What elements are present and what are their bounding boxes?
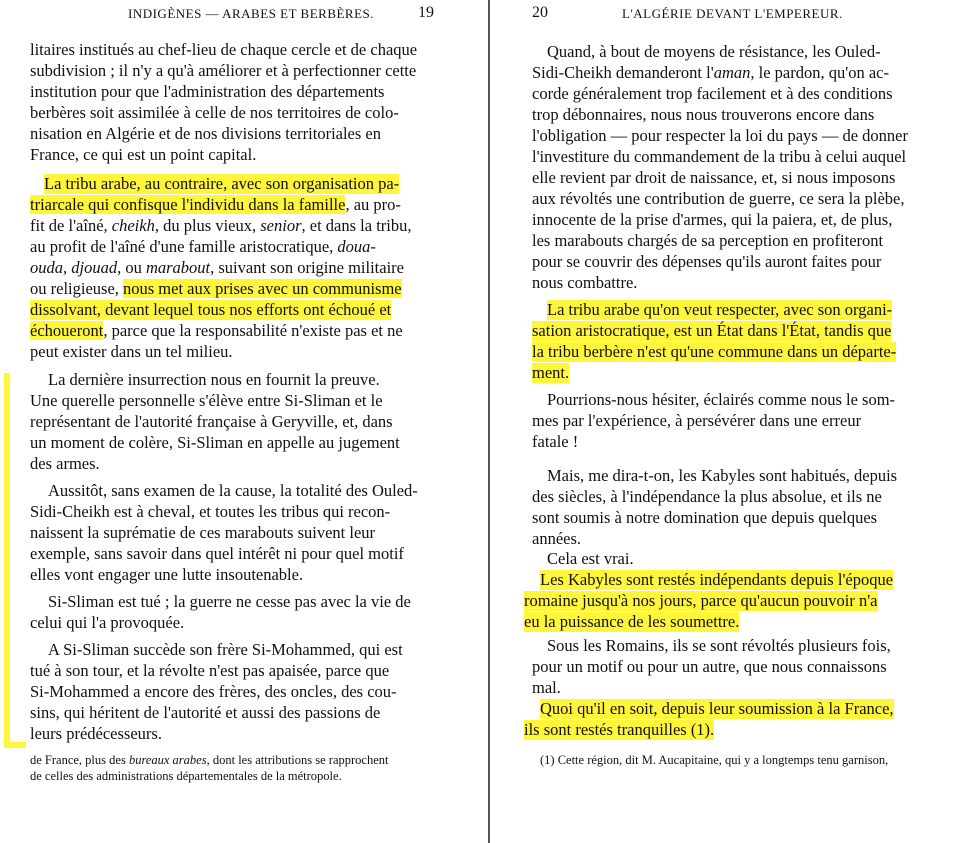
highlighted-line: ment. [532,363,570,382]
text-line: corde généralement trop facilement et à des conditions [532,84,893,103]
left-page-number: 19 [418,4,434,21]
text-line: nisation en Algérie et de nos divisions territoriales en [30,124,382,143]
highlighted-line: La tribu arabe qu'on veut respecter, avec son organi- [547,300,893,319]
highlighted-line: ils sont restés tranquilles (1). [524,720,715,739]
highlighted-line: sation aristocratique, est un État dans l'État, tandis que [532,321,892,340]
text-line: naissent la suprématie de ces marabouts suivent leur [30,523,376,542]
footnote-line: (1) Cette région, dit M. Aucapitaine, qui y a longtemps tenu garnison, [540,753,889,767]
text-line: elles vont engager une lutte insoutenable. [30,565,304,584]
highlighted-span: triarcale qui confisque l'individu dans la famille [30,195,346,214]
page-divider [488,0,490,843]
highlighted-line: dissolvant, devant lequel tous nos efforts ont échoué et [30,300,392,319]
text-line: La dernière insurrection nous en fournit la preuve. [48,370,380,389]
text-line: peut exister dans un tel milieu. [30,342,233,361]
text-line: fatale ! [532,432,579,451]
text-line: nous combattre. [532,273,638,292]
highlighted-line: La tribu arabe, au contraire, avec son organisation pa- [44,174,400,193]
text-line: échoueront, parce que la responsabilité n'existe pas et ne [30,321,403,340]
text-line: Aussitôt, sans examen de la cause, la totalité des Ouled- [48,481,418,500]
highlighted-line: romaine jusqu'à nos jours, parce qu'aucun pouvoir n'a [524,591,878,610]
margin-highlight-bar [4,373,10,748]
text-line: elle revient par droit de naissance, et, si nous imposons [532,168,896,187]
left-running-header: INDIGÈNES — ARABES ET BERBÈRES. [128,6,375,21]
text-line: l'investiture du commandement de la tribu à celui auquel [532,147,907,166]
highlighted-line: Les Kabyles sont restés indépendants depuis l'époque [540,570,894,589]
text-line: Sidi-Cheikh demanderont l'aman, le pardon, qu'on ac- [532,63,889,82]
text-line: exemple, sans savoir dans quel intérêt ni pour quel motif [30,544,404,563]
footnote-line: de France, plus des bureaux arabes, dont les attributions se rapprochent [30,753,389,767]
text-line: innocente de la prise d'armes, qui la paiera, et, de plus, [532,210,893,229]
text-line: institution pour que l'administration des départements [30,82,385,101]
text-line: pour un motif ou pour un autre, que nous connaissons [532,657,887,676]
text-line: années. [532,529,582,548]
text-line: leurs prédécesseurs. [30,724,162,743]
text-line: Pourrions-nous hésiter, éclairés comme nous le som- [547,390,896,409]
text-line: Sidi-Cheikh est à cheval, et toutes les tribus qui recon- [30,502,391,521]
text-line: sont soumis à notre domination que depuis quelques [532,508,878,527]
text-line: pour se couvrir des dépenses qu'ils auront faites pour [532,252,882,271]
text-line: représentant de l'autorité française à Geryville, et, dans [30,412,393,431]
text-line: Cela est vrai. [547,549,634,568]
text-line: Sous les Romains, ils se sont révoltés plusieurs fois, [547,636,891,655]
text-line: tué à son tour, et la révolte n'est pas apaisée, parce que [30,661,390,680]
text-line: France, ce qui est un point capital. [30,145,257,164]
text-line: mal. [532,678,561,697]
text-line: trop débonnaires, nous nous trouverons encore dans [532,105,875,124]
margin-highlight-foot [4,742,26,748]
text-line: berbères soit assimilée à celle de nos territoires de colo- [30,103,399,122]
text-line: mes par l'expérience, à persévérer dans une erreur [532,411,862,430]
text-line: aux révoltés une contribution de guerre, ce sera la plèbe, [532,189,905,208]
text-line: Si-Mohammed a encore des frères, des oncles, des cou- [30,682,397,701]
highlighted-line: la tribu berbère n'est qu'une commune dans un départe- [532,342,897,361]
text-line: des siècles, à l'indépendance la plus absolue, et ils ne [532,487,882,506]
text-line: celui qui l'a provoquée. [30,613,185,632]
text-line: Une querelle personnelle s'élève entre Si-Sliman et le [30,391,383,410]
right-page-number: 20 [532,4,548,21]
text-line: A Si-Sliman succède son frère Si-Mohammed, qui est [48,640,403,659]
text-line: ou religieuse, nous met aux prises avec un communisme [30,279,402,298]
highlighted-span: échoueront [30,321,104,340]
text-line: ouda, djouad, ou marabout, suivant son origine militaire [30,258,404,277]
text-line: subdivision ; il n'y a qu'à améliorer et à perfectionner cette [30,61,417,80]
text-line: au profit de l'aîné d'une famille aristocratique, doua- [30,237,376,256]
highlighted-span: nous met aux prises avec un communisme [123,279,402,298]
highlighted-line: eu la puissance de les soumettre. [524,612,740,631]
right-running-header: L'ALGÉRIE DEVANT L'EMPEREUR. [622,6,843,21]
text-line: triarcale qui confisque l'individu dans la famille, au pro- [30,195,401,214]
text-line: un moment de colère, Si-Sliman en appelle au jugement [30,433,400,452]
text-line: fit de l'aîné, cheikh, du plus vieux, senior, et dans la tribu, [30,216,412,235]
text-line: litaires institués au chef-lieu de chaque cercle et de chaque [30,40,418,59]
text-line: Quand, à bout de moyens de résistance, les Ouled- [547,42,881,61]
text-line: des armes. [30,454,100,473]
text-line: Mais, me dira-t-on, les Kabyles sont habitués, depuis [547,466,898,485]
text-line: Si-Sliman est tué ; la guerre ne cesse pas avec la vie de [48,592,411,611]
footnote-line: de celles des administrations départementales de la métropole. [30,769,342,783]
text-line: sins, qui héritent de l'autorité et aussi des passions de [30,703,381,722]
text-line: l'obligation — pour respecter la loi du pays — de donner [532,126,908,145]
highlighted-line: Quoi qu'il en soit, depuis leur soumission à la France, [540,699,894,718]
text-line: les marabouts chargés de sa perception en profiteront [532,231,884,250]
right-page [492,0,973,843]
